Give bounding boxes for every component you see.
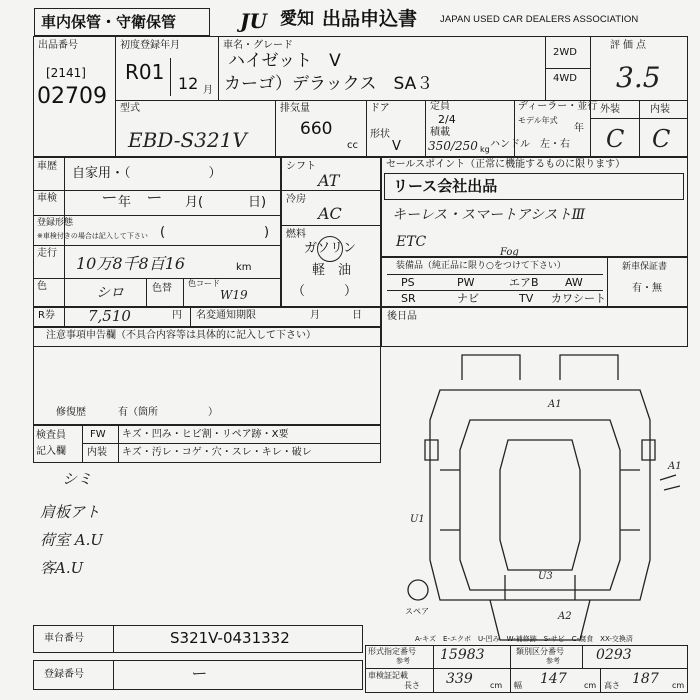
inspection-month-unit: 月( — [185, 195, 204, 210]
recycle-unit: 円 — [172, 310, 182, 321]
inspection-month: ー — [145, 188, 162, 207]
drive-2wd: 2WD — [553, 47, 577, 58]
association-name: JAPAN USED CAR DEALERS ASSOCIATION — [440, 14, 639, 25]
ju-logo-text: JU — [240, 9, 267, 33]
first-registration-year: R01 — [125, 60, 165, 84]
length-unit: cm — [490, 681, 503, 690]
equipment-item-pw: PW — [457, 276, 475, 289]
mileage-value: 10万8千8百16 — [76, 254, 186, 273]
selling-points-highlight-box — [384, 173, 684, 200]
damage-mark-rear: U3 — [538, 571, 553, 582]
height-label: 高さ — [604, 681, 620, 690]
fuel-label: 燃料 — [286, 229, 306, 240]
shape-value: V — [392, 139, 401, 154]
grade-label: 評価点 — [610, 40, 649, 51]
inspector-label-1: 検査員 — [36, 430, 66, 441]
aftermarket-section — [381, 307, 688, 347]
warranty-options: 有・無 — [632, 283, 662, 294]
registration-form-sub: ※車検付きの場合は記入して下さい — [37, 232, 148, 240]
damage-mark-bumper: A2 — [558, 611, 572, 622]
warranty-label: 新車保証書 — [622, 262, 668, 272]
registration-number-label: 登録番号 — [44, 669, 84, 680]
length-value: 339 — [446, 671, 473, 687]
height-unit: cm — [672, 681, 685, 690]
interior-grade-value: C — [652, 125, 671, 153]
width-label: 幅 — [514, 681, 522, 690]
width-unit: cm — [584, 681, 597, 690]
chassis-label: 車台番号 — [44, 633, 84, 644]
color-change-label: 色替 — [152, 283, 172, 294]
width-value: 147 — [540, 671, 567, 687]
damage-mark-right: A1 — [668, 461, 682, 472]
fuel-gasoline: ガソリン — [304, 241, 357, 256]
model-year-unit: 年 — [574, 123, 584, 134]
length-label: 長さ — [404, 681, 420, 690]
load-value: 350/250 — [428, 139, 478, 153]
repair-history-label: 修復歴 — [56, 407, 86, 418]
fw-label: FW — [90, 429, 106, 440]
name-change-month: 月 — [310, 310, 320, 321]
inspection-day-unit: 日) — [248, 195, 267, 210]
fuel-gasoline-circle — [317, 236, 343, 262]
equipment-item-sr: SR — [401, 292, 416, 305]
name-change-day: 日 — [352, 310, 362, 321]
height-value: 187 — [632, 671, 659, 687]
inspection-year: ー — [100, 188, 117, 207]
document-title: 出品申込書 — [322, 8, 418, 30]
vehicle-name-label: 車名・グレード — [223, 40, 293, 51]
mileage-unit: km — [236, 262, 252, 273]
spare-label: スペア — [405, 607, 429, 616]
handle-label: ハンドル — [490, 139, 530, 150]
class-number-value: 0293 — [596, 647, 632, 663]
first-registration-month: 12 — [178, 74, 199, 93]
shift-value: AT — [318, 171, 340, 190]
name-change-deadline-label: 名変通知期限 — [196, 310, 256, 321]
ac-value: AC — [318, 204, 342, 223]
equipment-item-tv: TV — [519, 292, 534, 305]
registration-form-paren-open: ( — [160, 225, 166, 240]
dealer-label: ディーラー・並行 — [518, 101, 598, 112]
handle-options: 左・右 — [540, 139, 570, 150]
repair-history-options: 有（箇所 ） — [118, 407, 218, 418]
fuel-other: （ ） — [292, 284, 358, 299]
recycle-label: R券 — [38, 310, 55, 321]
equipment-handwritten-note: Fog — [500, 247, 519, 258]
equipment-item-leather: カワシート — [551, 292, 606, 305]
color-label: 色 — [37, 281, 47, 292]
lot-number-label: 出品番号 — [38, 40, 78, 51]
vehicle-name-line1: ハイゼット V — [228, 51, 341, 71]
history-value: 自家用・（ ） — [72, 166, 222, 181]
storage-label-box — [34, 8, 210, 36]
type-number-value: 15983 — [440, 647, 485, 663]
model-label: 型式 — [120, 103, 140, 114]
exterior-grade-label: 外装 — [600, 104, 620, 115]
inspection-year-unit: 年 — [118, 195, 132, 210]
color-code-value: W19 — [220, 288, 248, 302]
first-registration-label: 初度登録年月 — [120, 40, 180, 51]
door-label: ドア — [370, 103, 390, 114]
damage-mark-left: U1 — [410, 514, 425, 525]
drive-4wd: 4WD — [553, 73, 577, 84]
storage-label: 車内保管・守衛保管 — [41, 13, 177, 31]
displacement-unit: cc — [347, 140, 358, 151]
interior-grade-label: 内装 — [650, 104, 670, 115]
type-number-ref: 参考 — [396, 657, 410, 665]
shape-label: 形状 — [370, 129, 390, 140]
lot-code: [2141] — [46, 66, 86, 80]
cert-label: 車検証記載 — [368, 671, 408, 680]
displacement-label: 排気量 — [280, 103, 310, 114]
displacement-value: 660 — [300, 119, 333, 139]
recycle-value: 7,510 — [88, 307, 131, 325]
selling-points-note2: ETC — [396, 234, 427, 250]
fuel-diesel: 軽 油 — [312, 263, 352, 278]
exterior-grade-value: C — [606, 125, 625, 153]
capacity-value: 2/4 — [438, 113, 456, 126]
type-number-label: 形式指定番号 — [368, 647, 416, 656]
first-registration-month-unit: 月 — [203, 85, 213, 96]
vehicle-name-line2: カーゴ）デラックス SA３ — [224, 74, 434, 94]
load-unit: kg — [480, 145, 490, 154]
mileage-label: 走行 — [37, 248, 57, 259]
history-label: 車歴 — [37, 161, 57, 172]
damage-legend: A-キズ E-エクボ U-凹み W-補修跡 S-サビ C-腐食 XX-交換済 — [415, 635, 633, 643]
model-code: EBD-S321V — [128, 128, 247, 152]
damage-mark-front: A1 — [548, 399, 562, 410]
selling-points-note1: キーレス・スマートアシストⅢ — [392, 207, 586, 223]
inspection-label: 車検 — [37, 193, 57, 204]
ac-label: 冷房 — [286, 194, 306, 205]
equipment-item-aw: AW — [565, 276, 583, 289]
equipment-item-airbag: エアB — [509, 276, 539, 289]
aftermarket-label: 後日品 — [387, 311, 417, 322]
equipment-item-navi: ナビ — [457, 292, 479, 305]
registration-number-value: ー — [190, 664, 207, 683]
shift-label: シフト — [286, 161, 316, 172]
model-year-label: モデル年式 — [518, 116, 558, 125]
registration-form-paren-close: ) — [264, 225, 270, 240]
equipment-grid — [387, 274, 606, 306]
color-value: シロ — [96, 285, 124, 301]
color-code-label: 色コード — [188, 279, 220, 288]
interior-items: キズ・汚レ・コゲ・穴・スレ・キレ・破レ — [122, 447, 312, 458]
ju-logo — [240, 10, 276, 32]
inspector-label-2: 記入欄 — [36, 446, 66, 457]
equipment-item-ps: PS — [401, 276, 415, 289]
chassis-value: S321V-0431332 — [170, 629, 290, 647]
fw-items: キズ・凹み・ヒビ割・リペア跡・X要 — [122, 429, 289, 440]
equipment-label: 装備品（純正品に限り○をつけて下さい） — [396, 261, 566, 271]
class-number-label: 類別区分番号 — [516, 647, 564, 656]
grade-value: 3.5 — [616, 61, 661, 94]
hand-note-1: シミ — [62, 470, 93, 488]
registration-form-label: 登録形態 — [37, 218, 74, 228]
selling-points-label: セールスポイント（正常に機能するものに限ります） — [386, 159, 626, 170]
notes-label: 注意事項申告欄（不具合内容等は具体的に記入して下さい） — [46, 330, 316, 341]
lot-number: 02709 — [37, 84, 107, 109]
interior-label: 内装 — [87, 447, 107, 458]
org-name: 愛知 — [280, 9, 314, 29]
hand-note-3: 荷室 A.U — [40, 531, 104, 549]
hand-note-4: 客A.U — [40, 559, 84, 577]
class-number-ref: 参考 — [546, 657, 560, 665]
selling-points-highlight: リース会社出品 — [393, 177, 498, 195]
hand-note-2: 肩板アト — [40, 503, 101, 521]
load-label: 積載 — [430, 127, 450, 138]
capacity-label: 定員 — [430, 101, 450, 112]
